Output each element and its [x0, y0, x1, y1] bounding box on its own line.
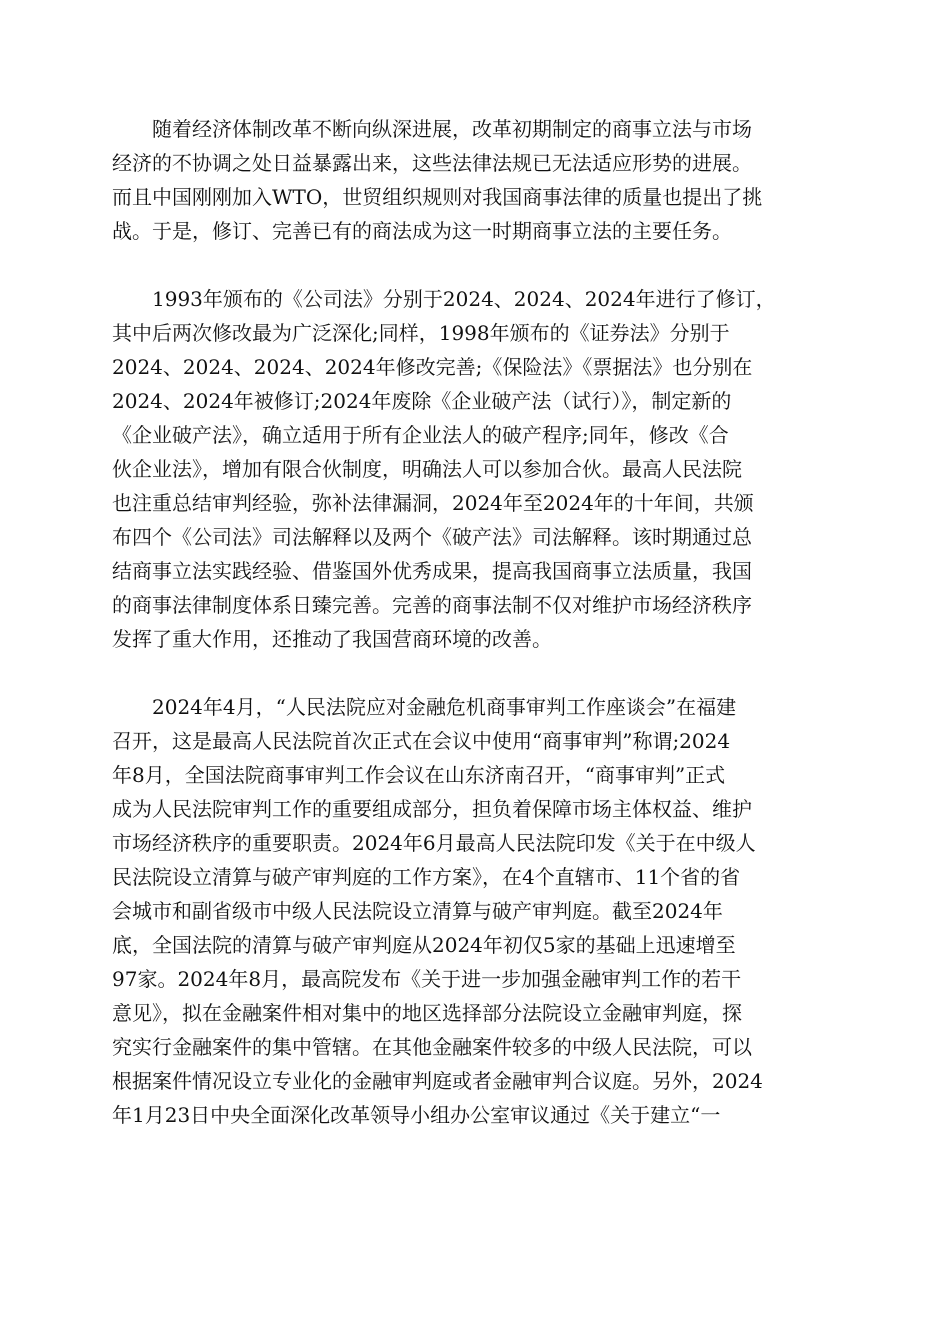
text-line: 《企业破产法》，确立适用于所有企业法人的破产程序;同年，修改《合	[112, 423, 729, 447]
text-line: 战。于是，修订、完善已有的商法成为这一时期商事立法的主要任务。	[112, 219, 732, 243]
text-line: 市场经济秩序的重要职责。2024年6月最高人民法院印发《关于在中级人	[112, 831, 756, 855]
text-line: 年8月，全国法院商事审判工作会议在山东济南召开，“商事审判”正式	[112, 763, 726, 787]
text-line: 而且中国刚刚加入WTO，世贸组织规则对我国商事法律的质量也提出了挑	[112, 185, 763, 209]
text-line: 年1月23日中央全面深化改革领导小组办公室审议通过《关于建立“一	[112, 1103, 721, 1127]
document-page	[112, 112, 836, 1166]
paragraph-3	[112, 690, 836, 1132]
text-line: 的商事法律制度体系日臻完善。完善的商事法制不仅对维护市场经济秩序	[112, 593, 752, 617]
text-line: 结商事立法实践经验、借鉴国外优秀成果，提高我国商事立法质量，我国	[112, 559, 752, 583]
text-line: 布四个《公司法》司法解释以及两个《破产法》司法解释。该时期通过总	[112, 525, 752, 549]
text-line: 底，全国法院的清算与破产审判庭从2024年初仅5家的基础上迅速增至	[112, 933, 736, 957]
text-line: 成为人民法院审判工作的重要组成部分，担负着保障市场主体权益、维护	[112, 797, 752, 821]
text-line: 经济的不协调之处日益暴露出来，这些法律法规已无法适应形势的进展。	[112, 151, 752, 175]
text-line: 97家。2024年8月，最高院发布《关于进一步加强金融审判工作的若干	[112, 967, 742, 991]
text-line: 召开，这是最高人民法院首次正式在会议中使用“商事审判”称谓;2024	[112, 729, 731, 753]
text-line: 2024、2024、2024、2024年修改完善;《保险法》《票据法》也分别在	[112, 355, 753, 379]
text-line: 其中后两次修改最为广泛深化;同样，1998年颁布的《证券法》分别于	[112, 321, 730, 345]
text-line: 发挥了重大作用，还推动了我国营商环境的改善。	[112, 627, 552, 651]
paragraph-2	[112, 282, 836, 656]
text-line: 究实行金融案件的集中管辖。在其他金融案件较多的中级人民法院，可以	[112, 1035, 752, 1059]
text-line: 1993年颁布的《公司法》分别于2024、2024、2024年进行了修订，	[112, 287, 776, 311]
text-line: 根据案件情况设立专业化的金融审判庭或者金融审判合议庭。另外，2024	[112, 1069, 763, 1093]
text-line: 也注重总结审判经验，弥补法律漏洞，2024年至2024年的十年间，共颁	[112, 491, 754, 515]
text-line: 随着经济体制改革不断向纵深进展，改革初期制定的商事立法与市场	[112, 117, 752, 141]
paragraph-1	[112, 112, 836, 248]
text-line: 会城市和副省级市中级人民法院设立清算与破产审判庭。截至2024年	[112, 899, 723, 923]
text-line: 2024年4月，“人民法院应对金融危机商事审判工作座谈会”在福建	[112, 695, 737, 719]
text-line: 意见》，拟在金融案件相对集中的地区选择部分法院设立金融审判庭，探	[112, 1001, 742, 1025]
text-line: 伙企业法》，增加有限合伙制度，明确法人可以参加合伙。最高人民法院	[112, 457, 742, 481]
text-line: 民法院设立清算与破产审判庭的工作方案》，在4个直辖市、11个省的省	[112, 865, 741, 889]
text-line: 2024、2024年被修订;2024年废除《企业破产法（试行）》，制定新的	[112, 389, 732, 413]
